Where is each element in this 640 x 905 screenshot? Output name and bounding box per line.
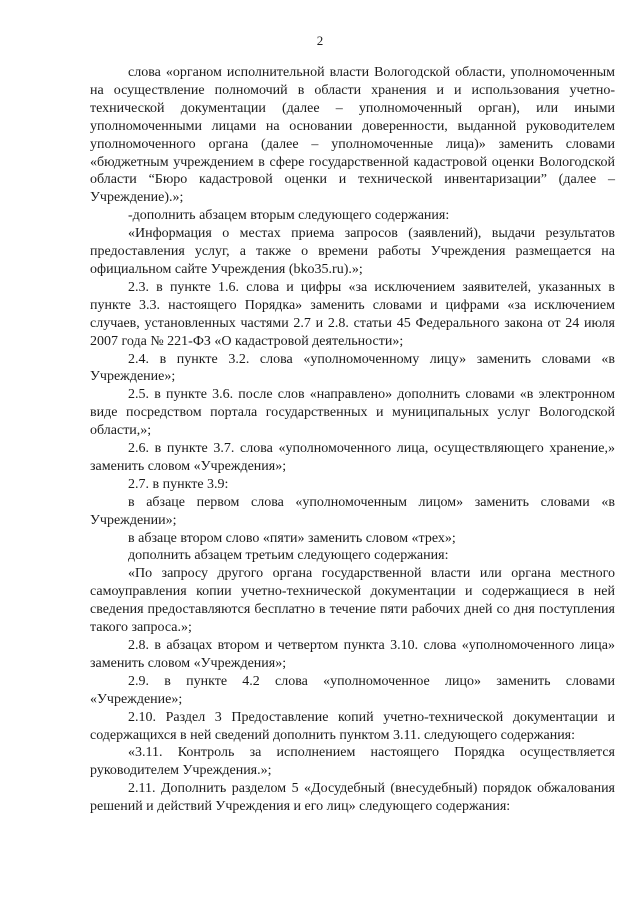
paragraph-2-11: 2.11. Дополнить разделом 5 «Досудебный (внесудебный) порядок обжалования решений и действий Учреждения и его лиц» следующего содержания: — [90, 781, 615, 815]
paragraph-2-10: 2.10. Раздел 3 Предоставление копий учетно-технической документации и содержащихся в ней сведений дополнить пунктом 3.11. следующего содержания: — [90, 709, 615, 743]
paragraph-2-7-first: в абзаце первом слова «уполномоченным лицом» заменить словами «в Учреждении»; — [90, 494, 615, 528]
paragraph-2-7: 2.7. в пункте 3.9: — [128, 476, 229, 492]
paragraph-3-11-quote: «3.11. Контроль за исполнением настоящего Порядка осуществляется руководителем Учреждения.»; — [90, 745, 615, 779]
paragraph-add-second: -дополнить абзацем вторым следующего содержания: — [128, 208, 450, 224]
paragraph-2-3: 2.3. в пункте 1.6. слова и цифры «за исключением заявителей, указанных в пункте 3.3. настоящего Порядка» заменить словами и цифрами «за исключением случаев, установленных частями 2.7 и 2.8. статьи 45 Федерального закона от 24 июля 2007 года № 221-ФЗ «О кадастровой деятельности»; — [90, 279, 615, 349]
paragraph-2-7-add-third: дополнить абзацем третьим следующего содержания: — [128, 548, 449, 564]
paragraph-info-quote: «Информация о местах приема запросов (заявлений), выдачи результатов предоставления услуг, а также о времени работы Учреждения размещается на официальном сайте Учреждения (bko35.ru).»; — [90, 226, 615, 277]
paragraph-2-5: 2.5. в пункте 3.6. после слов «направлено» дополнить словами «в электронном виде посредством портала государственных и муниципальных услуг Вологодской области,»; — [90, 387, 615, 439]
paragraph-2-6: 2.6. в пункте 3.7. слова «уполномоченного лица, осуществляющего хранение,» заменить словом «Учреждения»; — [90, 441, 615, 474]
paragraph-2-7-second: в абзаце втором слово «пяти» заменить словом «трех»; — [128, 530, 456, 546]
paragraph-2-8: 2.8. в абзацах втором и четвертом пункта 3.10. слова «уполномоченного лица» заменить словом «Учреждения»; — [90, 638, 615, 671]
paragraph-2-9: 2.9. в пункте 4.2 слова «уполномоченное лицо» заменить словами «Учреждение»; — [90, 673, 615, 707]
paragraph-replacement-intro: слова «органом исполнительной власти Вологодской области, уполномоченным на осуществление полномочий в области хранения и и использования учетно-технической документации (далее – уполномоченный орган), или иными уполномоченными лицами на основании доверенности, выданной руководителем уполномоченного органа (далее – уполномоченные лица)» заменить словами «бюджетным учреждением в сфере государственной кадастровой оценки Вологодской области “Бюро кадастровой оценки и технической инвентаризации” (далее – Учреждение).»; — [90, 65, 615, 206]
paragraph-2-4: 2.4. в пункте 3.2. слова «уполномоченному лицу» заменить словами «в Учреждение»; — [90, 351, 615, 385]
document-body — [90, 64, 615, 816]
paragraph-request-quote: «По запросу другого органа государственной власти или органа местного самоуправления копии учетно-технической документации и содержащиеся в ней сведения предоставляются бесплатно в течение пяти рабочих дней со дня поступления такого запроса.»; — [90, 566, 615, 636]
page-number: 2 — [316, 33, 324, 48]
